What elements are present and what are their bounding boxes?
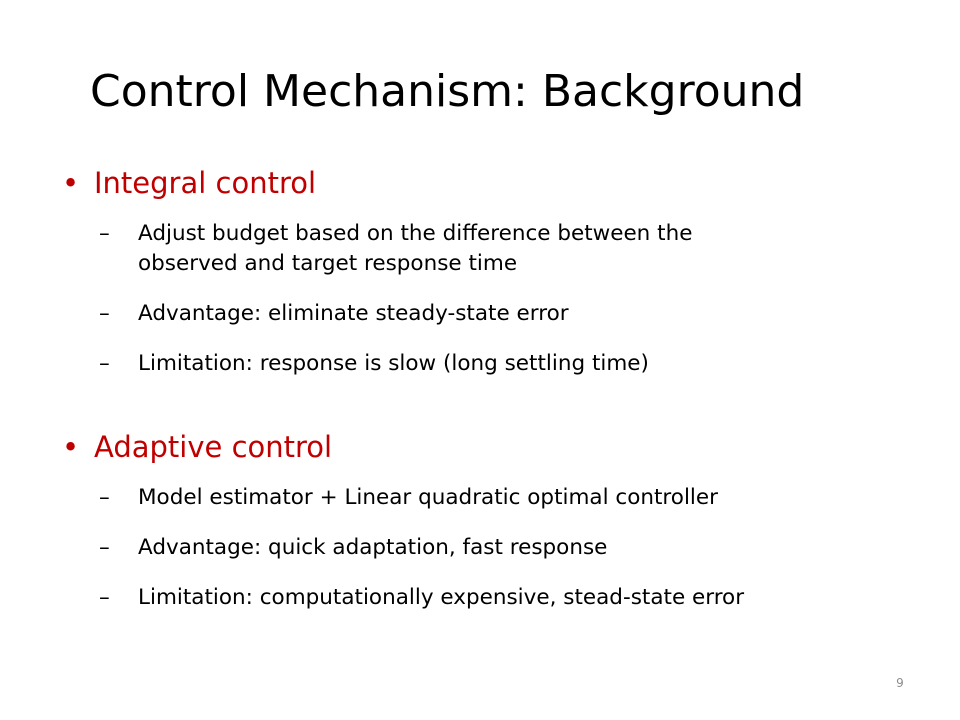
sub-item <box>60 533 920 563</box>
sub-item <box>60 483 920 513</box>
sub-item <box>60 299 920 329</box>
sub-item-line: Advantage: quick adaptation, fast response <box>138 535 608 560</box>
bullet-icon: • <box>62 166 80 200</box>
dash-icon: – <box>99 221 110 246</box>
sub-item-line: Advantage: eliminate steady-state error <box>138 301 569 326</box>
sub-item <box>60 583 920 613</box>
dash-icon: – <box>99 301 110 326</box>
dash-icon: – <box>99 351 110 376</box>
section-integral-control <box>60 164 920 379</box>
bullet-icon: • <box>62 430 80 464</box>
page-number: 9 <box>896 676 904 690</box>
bullet-heading <box>60 428 920 466</box>
dash-icon: – <box>99 535 110 560</box>
sub-item-line: observed and target response time <box>138 251 518 276</box>
sub-item <box>60 349 920 379</box>
slide-title: Control Mechanism: Background <box>90 66 805 117</box>
heading-text: Adaptive control <box>94 430 333 464</box>
section-adaptive-control <box>60 428 920 613</box>
dash-icon: – <box>99 485 110 510</box>
sub-item <box>60 219 920 279</box>
dash-icon: – <box>99 585 110 610</box>
bullet-heading <box>60 164 920 202</box>
sub-item-line: Adjust budget based on the difference between the <box>138 221 693 246</box>
sub-item-line: Limitation: response is slow (long settling time) <box>138 351 649 376</box>
sub-item-line: Limitation: computationally expensive, stead-state error <box>138 585 745 610</box>
sub-item-line: Model estimator + Linear quadratic optimal controller <box>138 485 718 510</box>
heading-text: Integral control <box>94 166 317 200</box>
